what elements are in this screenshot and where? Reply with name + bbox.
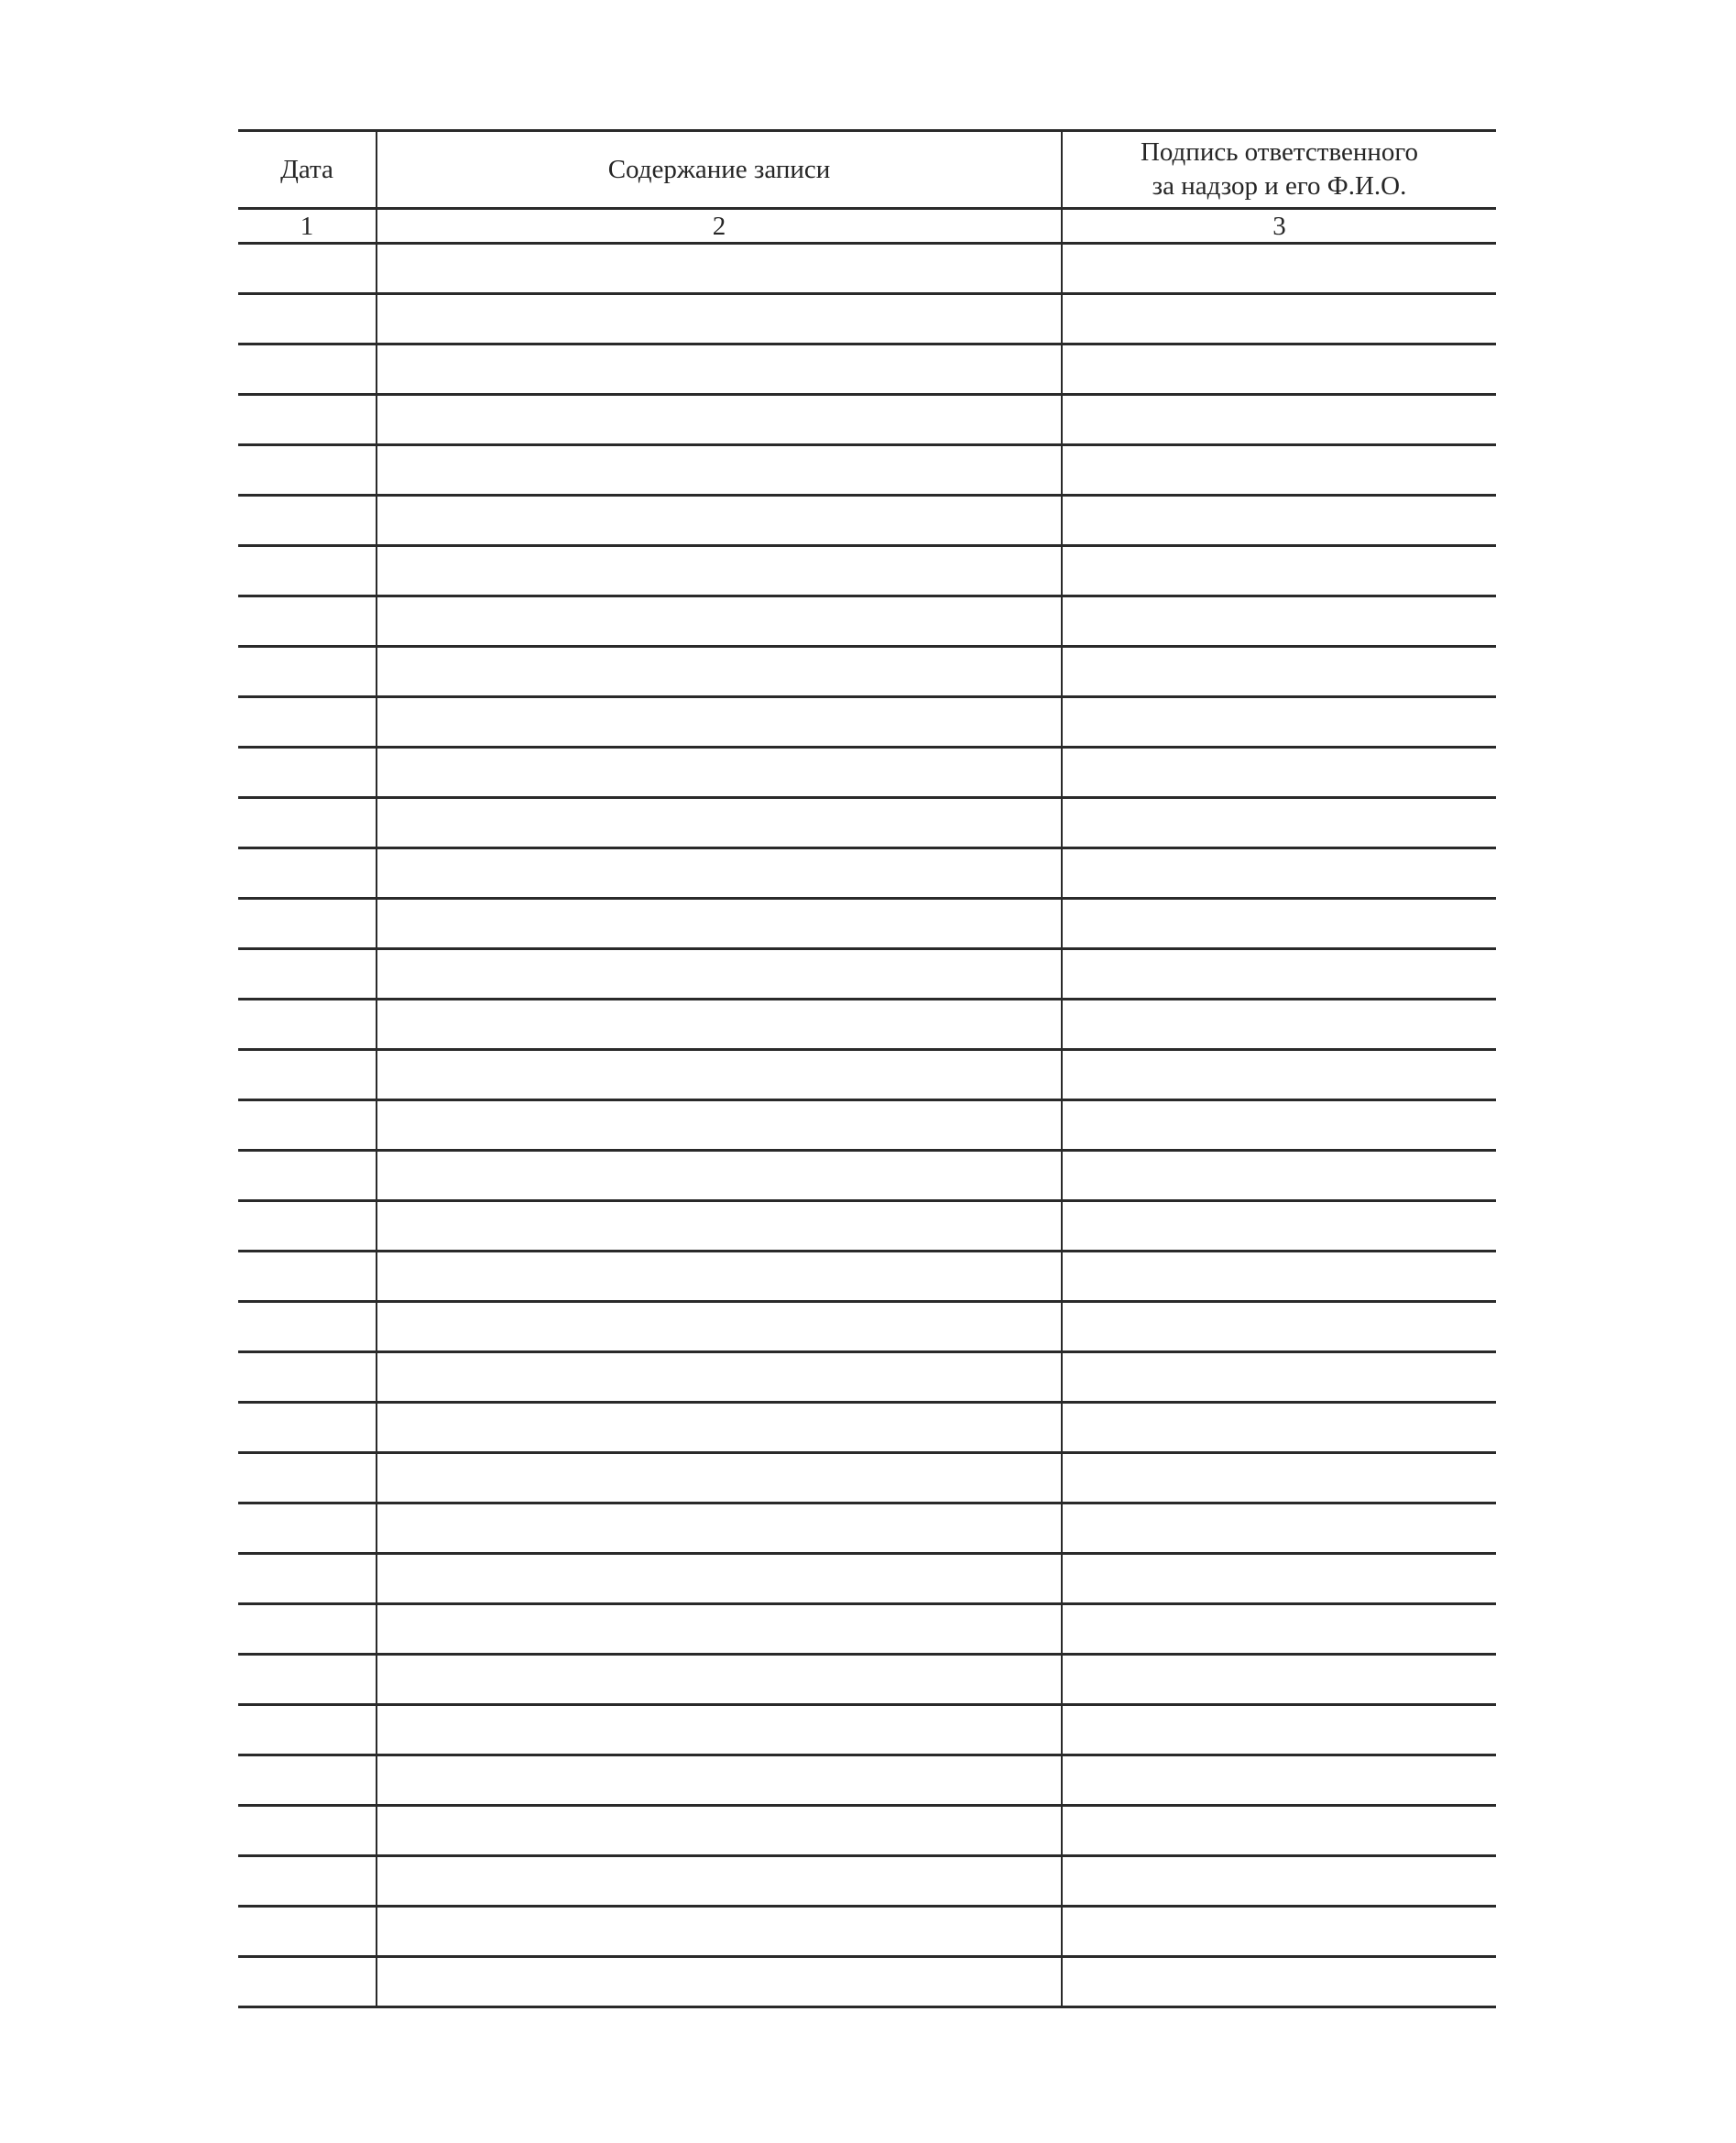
column-number-1: 1 [238,210,377,245]
table-row [238,1051,1496,1101]
signature-cell [1063,1908,1496,1958]
table-row [238,1202,1496,1252]
table-row [238,1756,1496,1807]
signature-cell [1063,749,1496,799]
signature-cell [1063,1000,1496,1051]
table-row [238,1252,1496,1303]
table-row [238,1504,1496,1555]
record-content-cell [377,345,1063,396]
signature-cell [1063,1202,1496,1252]
signature-cell [1063,547,1496,597]
table-row [238,497,1496,547]
table-row [238,1908,1496,1958]
table-row [238,1706,1496,1756]
table-row [238,1404,1496,1454]
record-content-cell [377,1958,1063,2008]
record-content-cell [377,1454,1063,1504]
header-date: Дата [238,132,377,210]
signature-cell [1063,1152,1496,1202]
signature-cell [1063,648,1496,698]
signature-cell [1063,1353,1496,1404]
record-content-cell [377,446,1063,497]
signature-cell [1063,1404,1496,1454]
date-cell [238,1504,377,1555]
signature-cell [1063,1051,1496,1101]
record-content-cell [377,1303,1063,1353]
signature-cell [1063,1101,1496,1152]
signature-cell [1063,1303,1496,1353]
record-content-cell [377,1504,1063,1555]
record-content-cell [377,1404,1063,1454]
signature-cell [1063,799,1496,849]
table-row [238,1958,1496,2008]
record-content-cell [377,1908,1063,1958]
record-content-cell [377,1051,1063,1101]
date-cell [238,396,377,446]
record-content-cell [377,1756,1063,1807]
record-content-cell [377,698,1063,749]
date-cell [238,547,377,597]
date-cell [238,446,377,497]
record-content-cell [377,1656,1063,1706]
table-row [238,1605,1496,1656]
header-signature [1063,132,1496,210]
date-cell [238,597,377,648]
journal-table [238,129,1496,2008]
table-header-row [238,132,1496,210]
table-row [238,1152,1496,1202]
date-cell [238,1857,377,1908]
date-cell [238,1051,377,1101]
table-row [238,345,1496,396]
date-cell [238,245,377,295]
record-content-cell [377,1706,1063,1756]
table-row [238,900,1496,950]
date-cell [238,1353,377,1404]
signature-cell [1063,1252,1496,1303]
record-content-cell [377,1857,1063,1908]
signature-cell [1063,950,1496,1000]
date-cell [238,1706,377,1756]
record-content-cell [377,1000,1063,1051]
table-row [238,1555,1496,1605]
signature-cell [1063,245,1496,295]
date-cell [238,1202,377,1252]
date-cell [238,749,377,799]
date-cell [238,1101,377,1152]
record-content-cell [377,900,1063,950]
record-content-cell [377,245,1063,295]
signature-cell [1063,1555,1496,1605]
record-content-cell [377,497,1063,547]
date-cell [238,1908,377,1958]
date-cell [238,648,377,698]
table-row [238,749,1496,799]
date-cell [238,1605,377,1656]
signature-cell [1063,396,1496,446]
date-cell [238,345,377,396]
table-row [238,1857,1496,1908]
table-row [238,1000,1496,1051]
record-content-cell [377,1605,1063,1656]
table-row [238,597,1496,648]
table-row [238,1101,1496,1152]
date-cell [238,950,377,1000]
signature-cell [1063,446,1496,497]
table-row [238,1454,1496,1504]
record-content-cell [377,1353,1063,1404]
column-number-row [238,210,1496,245]
table-row [238,295,1496,345]
date-cell [238,799,377,849]
date-cell [238,698,377,749]
date-cell [238,1807,377,1857]
signature-cell [1063,1807,1496,1857]
header-signature-line2: за надзор и его Ф.И.О. [1152,171,1407,201]
table-row [238,1303,1496,1353]
record-content-cell [377,547,1063,597]
table-row [238,547,1496,597]
record-content-cell [377,1555,1063,1605]
date-cell [238,849,377,900]
table-row [238,799,1496,849]
signature-cell [1063,849,1496,900]
record-content-cell [377,950,1063,1000]
date-cell [238,900,377,950]
record-content-cell [377,295,1063,345]
record-content-cell [377,1152,1063,1202]
empty-rows-section [238,245,1496,2008]
table-row [238,648,1496,698]
record-content-cell [377,1202,1063,1252]
signature-cell [1063,698,1496,749]
table-row [238,849,1496,900]
table-row [238,245,1496,295]
table-row [238,1807,1496,1857]
record-content-cell [377,1101,1063,1152]
date-cell [238,1454,377,1504]
date-cell [238,1152,377,1202]
date-cell [238,1756,377,1807]
signature-cell [1063,1857,1496,1908]
signature-cell [1063,295,1496,345]
record-content-cell [377,648,1063,698]
signature-cell [1063,497,1496,547]
date-cell [238,1958,377,2008]
column-number-3: 3 [1063,210,1496,245]
column-number-2: 2 [377,210,1063,245]
signature-cell [1063,345,1496,396]
record-content-cell [377,849,1063,900]
record-content-cell [377,799,1063,849]
signature-cell [1063,1706,1496,1756]
signature-cell [1063,1756,1496,1807]
date-cell [238,1000,377,1051]
table-row [238,950,1496,1000]
signature-cell [1063,1605,1496,1656]
signature-cell [1063,1958,1496,2008]
table-row [238,1656,1496,1706]
signature-cell [1063,1454,1496,1504]
date-cell [238,1656,377,1706]
date-cell [238,1303,377,1353]
table-row [238,446,1496,497]
signature-cell [1063,597,1496,648]
record-content-cell [377,749,1063,799]
date-cell [238,497,377,547]
header-signature-line1: Подпись ответственного [1140,137,1419,167]
signature-cell [1063,1504,1496,1555]
table-row [238,698,1496,749]
signature-cell [1063,900,1496,950]
table-row [238,396,1496,446]
date-cell [238,295,377,345]
date-cell [238,1555,377,1605]
record-content-cell [377,396,1063,446]
record-content-cell [377,1807,1063,1857]
header-record-content: Содержание записи [377,132,1063,210]
record-content-cell [377,597,1063,648]
record-content-cell [377,1252,1063,1303]
table-row [238,1353,1496,1404]
date-cell [238,1404,377,1454]
date-cell [238,1252,377,1303]
signature-cell [1063,1656,1496,1706]
